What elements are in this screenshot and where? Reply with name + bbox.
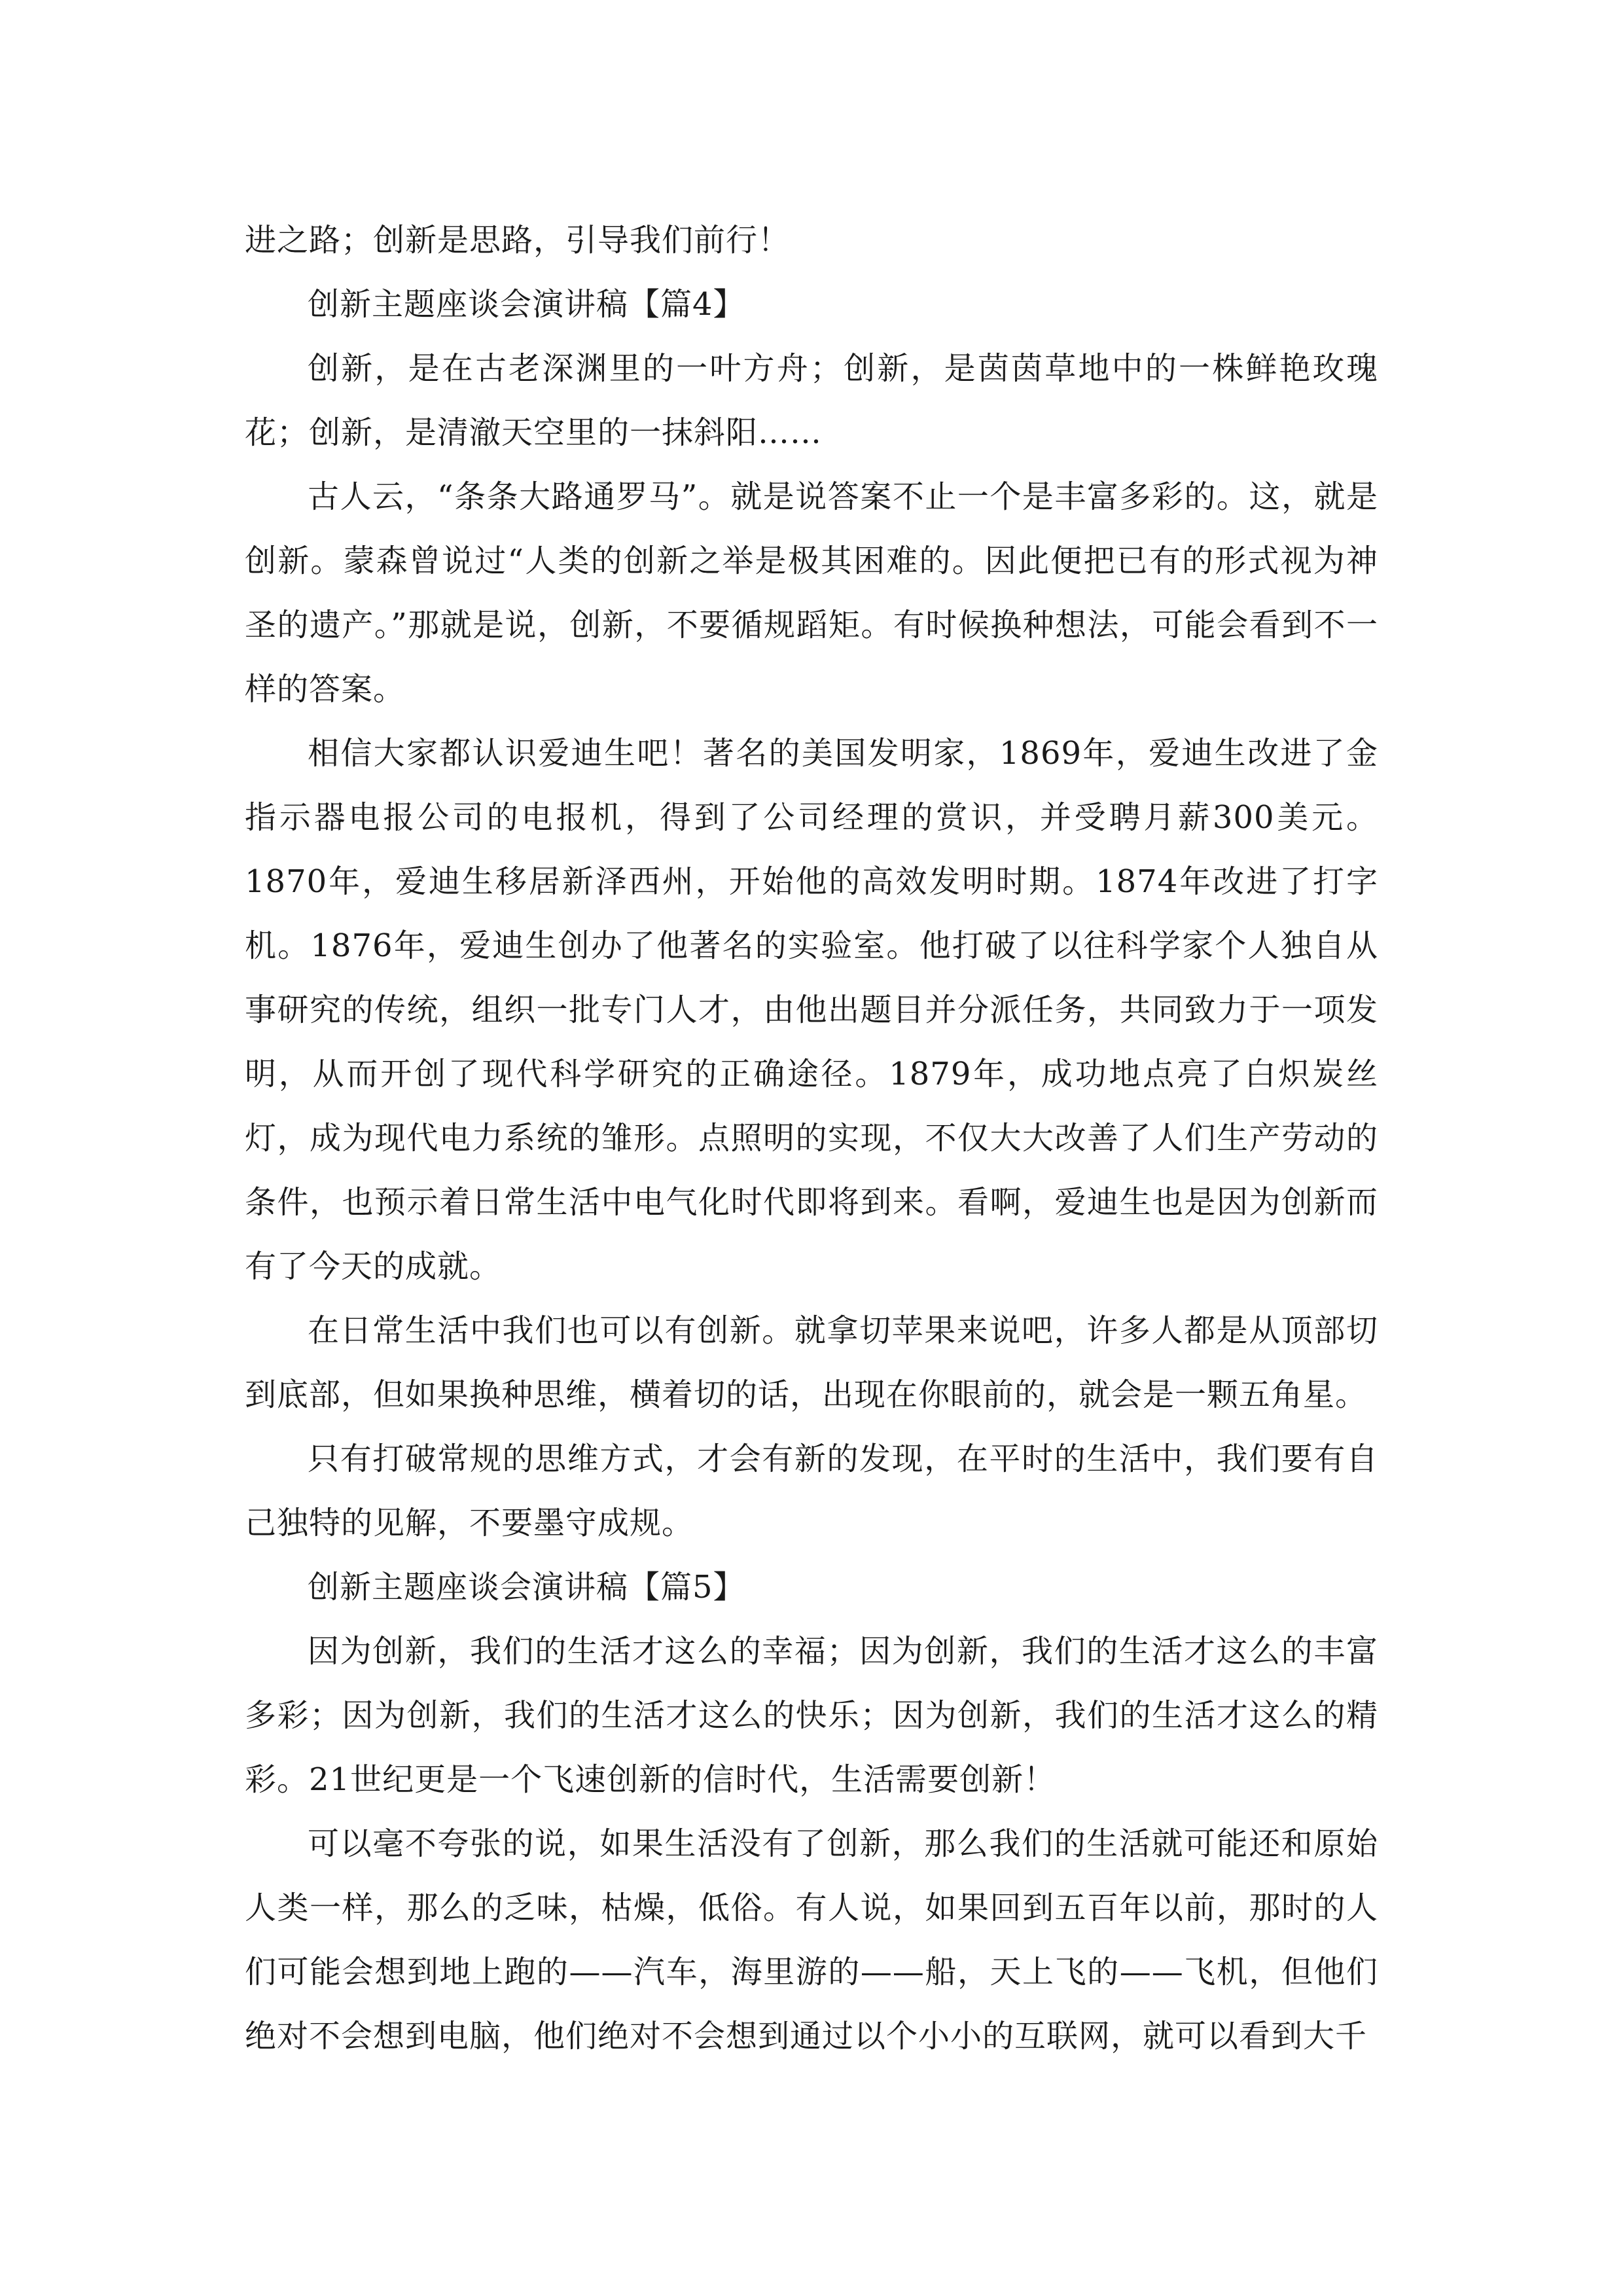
paragraph: 因为创新，我们的生活才这么的幸福；因为创新，我们的生活才这么的丰富多彩；因为创新，我们的生活才这么的快乐；因为创新，我们的生活才这么的精彩。21世纪更是一个飞速创新的信时代，生活需要创新！	[245, 1633, 1378, 1798]
paragraph-edison: 相信大家都认识爱迪生吧！著名的美国发明家，1869年，爱迪生改进了金指示器电报公司的电报机，得到了公司经理的赏识，并受聘月薪300美元。1870年，爱迪生移居新泽西州，开始他的高效发明时期。1874年改进了打字机。1876年，爱迪生创办了他著名的实验室。他打破了以往科学家个人独自从事研究的传统，组织一批专门人才，由他出题目并分派任务，共同致力于一项发明，从而开创了现代科学研究的正确途径。1879年，成功地点亮了白炽炭丝灯，成为现代电力系统的雏形。点照明的实现，不仅大大改善了人们生产劳动的条件，也预示着日常生活中电气化时代即将到来。看啊，爱迪生也是因为创新而有了今天的成就。	[245, 735, 1378, 1285]
section-heading-5: 创新主题座谈会演讲稿【篇5】	[308, 1569, 745, 1605]
paragraph-continued: 进之路；创新是思路，引导我们前行！	[245, 222, 791, 259]
paragraph: 古人云，“条条大路通罗马”。就是说答案不止一个是丰富多彩的。这，就是创新。蒙森曾说过“人类的创新之举是极其困难的。因此便把已有的形式视为神圣的遗产。”那就是说，创新，不要循规蹈矩。有时候换种想法，可能会看到不一样的答案。	[245, 478, 1378, 708]
paragraph: 可以毫不夸张的说，如果生活没有了创新，那么我们的生活就可能还和原始人类一样，那么的乏味，枯燥，低俗。有人说，如果回到五百年以前，那时的人们可能会想到地上跑的——汽车，海里游的——船，天上飞的——飞机，但他们绝对不会想到电脑，他们绝对不会想到通过以个小小的互联网，就可以看到大千	[245, 1825, 1378, 2054]
paragraph: 创新，是在古老深渊里的一叶方舟；创新，是茵茵草地中的一株鲜艳玫瑰花；创新，是清澈天空里的一抹斜阳……	[245, 350, 1378, 451]
paragraph: 只有打破常规的思维方式，才会有新的发现，在平时的生活中，我们要有自己独特的见解，不要墨守成规。	[245, 1441, 1378, 1541]
section-heading-4: 创新主题座谈会演讲稿【篇4】	[308, 286, 745, 323]
document-page	[245, 208, 1378, 2068]
paragraph: 在日常生活中我们也可以有创新。就拿切苹果来说吧，许多人都是从顶部切到底部，但如果换种思维，横着切的话，出现在你眼前的，就会是一颗五角星。	[245, 1312, 1378, 1413]
